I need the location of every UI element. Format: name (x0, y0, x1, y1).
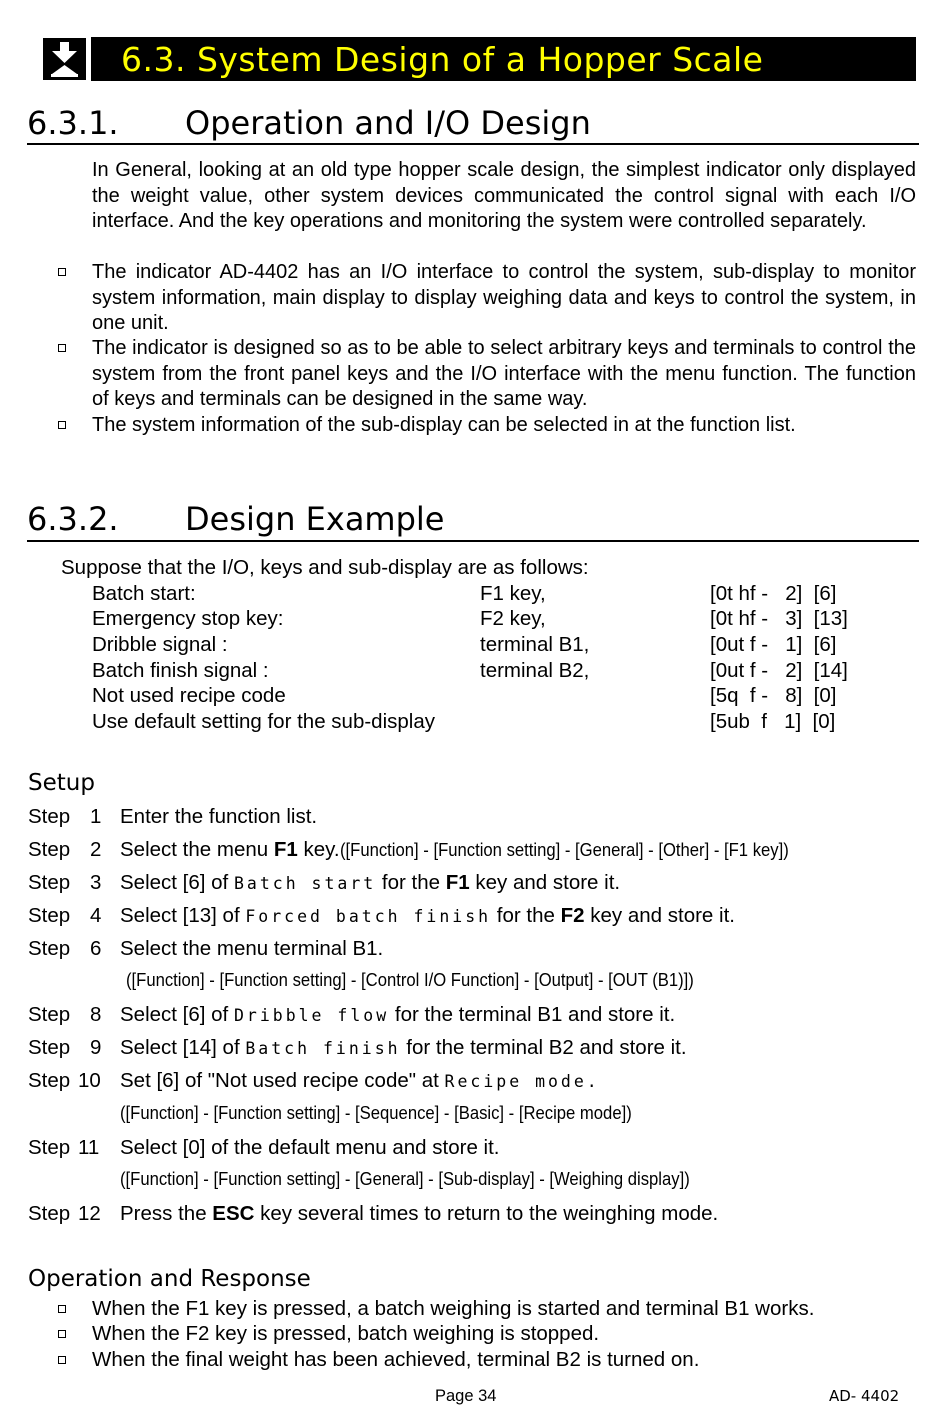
row-label: Dribble signal : (92, 633, 228, 656)
design-intro: Suppose that the I/O, keys and sub-display are as follows: (61, 556, 589, 579)
step-label: Step (28, 1069, 71, 1092)
step-number: 1 (90, 805, 102, 828)
checkbox-bullet-icon (58, 268, 66, 276)
step-number: 8 (90, 1003, 102, 1026)
bullet-text: When the F2 key is pressed, batch weighing is stopped. (92, 1322, 600, 1345)
checkbox-bullet-icon (58, 1305, 66, 1313)
step-number: 10 (78, 1069, 101, 1092)
step-text: Select [0] of the default menu and store it. (120, 1136, 500, 1159)
display-text: Batch finish (245, 1039, 401, 1058)
step-label: Step (28, 1036, 71, 1059)
row-assign: terminal B2, (480, 659, 590, 682)
step-number: 3 (90, 871, 102, 894)
display-text: Batch start (233, 874, 377, 893)
row-code: [0ut f - 1] [6] (710, 633, 837, 656)
step-label: Step (28, 805, 71, 828)
section-title: Operation and I/O Design (185, 104, 591, 142)
row-label: Batch start: (92, 582, 196, 605)
row-code: [0ut f - 2] [14] (710, 659, 848, 682)
display-text: Dribble flow (233, 1006, 390, 1025)
section-rule (27, 143, 919, 145)
row-code: [0t hf - 3] [13] (710, 607, 848, 630)
section-heading-design-example (27, 500, 444, 538)
setup-heading: Setup (28, 770, 95, 796)
row-assign: F2 key, (480, 607, 546, 630)
step-text: Select [6] of Batch start for the F1 key and store it. (120, 871, 621, 894)
row-code: [0t hf - 2] [6] (710, 582, 837, 605)
section-number: 6.3.1. (27, 104, 119, 142)
step-text: Select [13] of Forced batch finish for the F2 key and store it. (120, 904, 735, 927)
bullet-text: When the F1 key is pressed, a batch weighing is started and terminal B1 works. (92, 1297, 815, 1320)
step-text: Enter the function list. (120, 805, 318, 828)
model-name: AD- 4402 (829, 1387, 900, 1405)
step-text: Select [6] of Dribble flow for the terminal B1 and store it. (120, 1003, 676, 1026)
step-label: Step (28, 1202, 71, 1225)
step-label: Step (28, 904, 71, 927)
display-text: Recipe mode. (444, 1072, 600, 1091)
bullet-text: The indicator is designed so as to be able to select arbitrary keys and terminals to control the system from the front panel keys and the I/O interface with the menu function. The function of keys and terminals can be designed in the same way. (92, 337, 916, 410)
bullet-text: The system information of the sub-display can be selected in at the function list. (92, 414, 796, 436)
menu-path: ([Function] - [Function setting] - [Sequence] - [Basic] - [Recipe mode]) (120, 1102, 632, 1123)
down-arrow-bar-icon (43, 38, 86, 80)
bullet-text: When the final weight has been achieved, terminal B2 is turned on. (92, 1348, 700, 1371)
step-text: Select the menu F1 key.([Function] - [Function setting] - [General] - [Other] - [F1 key]) (120, 838, 789, 861)
checkbox-bullet-icon (58, 344, 66, 352)
chapter-title: 6.3. System Design of a Hopper Scale (121, 40, 764, 79)
checkbox-bullet-icon (58, 1356, 66, 1364)
row-label: Emergency stop key: (92, 607, 284, 630)
row-assign: terminal B1, (480, 633, 590, 656)
section-title: Design Example (185, 500, 445, 538)
row-label: Not used recipe code (92, 684, 286, 707)
row-label: Batch finish signal : (92, 659, 269, 682)
step-text: Set [6] of "Not used recipe code" at Recipe mode. (120, 1069, 600, 1092)
checkbox-bullet-icon (58, 421, 66, 429)
step-label: Step (28, 1136, 71, 1159)
chapter-banner (91, 37, 916, 81)
step-text: Select [14] of Batch finish for the terminal B2 and store it. (120, 1036, 687, 1059)
operation-heading: Operation and Response (28, 1266, 311, 1292)
section-number: 6.3.2. (27, 500, 119, 538)
menu-path: ([Function] - [Function setting] - [General] - [Sub-display] - [Weighing display]) (120, 1168, 690, 1189)
step-label: Step (28, 1003, 71, 1026)
step-text: Press the ESC key several times to return to the weinghing mode. (120, 1202, 719, 1225)
step-label: Step (28, 838, 71, 861)
step-text: Select the menu terminal B1. (120, 937, 384, 960)
row-assign: F1 key, (480, 582, 546, 605)
step-number: 2 (90, 838, 102, 861)
step-number: 4 (90, 904, 102, 927)
section-rule (27, 540, 919, 542)
step-number: 11 (78, 1136, 100, 1159)
row-code: [5ub f 1] [0] (710, 710, 836, 733)
intro-paragraph: In General, looking at an old type hopper scale design, the simplest indicator only displayed the weight value, other system devices communicated the control signal with each I/O interface. And the key operations and monitoring the system were controlled separately. (92, 159, 916, 232)
page-number: Page 34 (435, 1387, 497, 1405)
step-label: Step (28, 937, 71, 960)
row-label: Use default setting for the sub-display (92, 710, 435, 733)
step-number: 6 (90, 937, 102, 960)
menu-path: ([Function] - [Function setting] - [General] - [Other] - [F1 key]) (339, 839, 789, 860)
step-label: Step (28, 871, 71, 894)
menu-path: ([Function] - [Function setting] - [Control I/O Function] - [Output] - [OUT (B1)]) (126, 969, 694, 990)
checkbox-bullet-icon (58, 1330, 66, 1338)
bullet-text: The indicator AD-4402 has an I/O interface to control the system, sub-display to monitor system information, main display to display weighing data and keys to control the system, in one unit. (92, 261, 916, 334)
display-text: Forced batch finish (245, 907, 492, 926)
section-heading-operation-io (27, 104, 591, 142)
row-code: [5q f - 8] [0] (710, 684, 837, 707)
step-number: 12 (78, 1202, 101, 1225)
step-number: 9 (90, 1036, 102, 1059)
